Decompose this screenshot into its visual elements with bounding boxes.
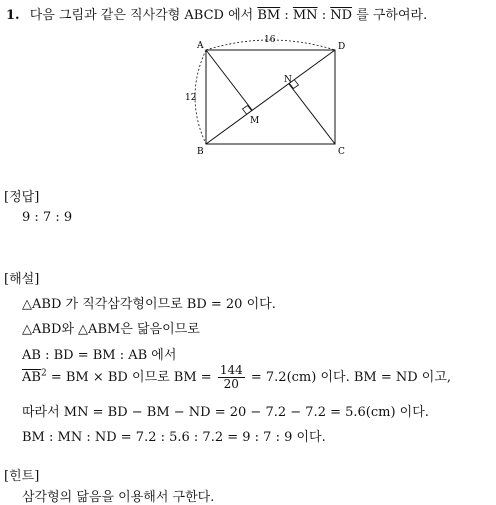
- fraction-144-20: $\frac{144}{20}$: [219, 363, 243, 391]
- explanation-line-3: AB : BD = BM : AB 에서: [22, 348, 177, 363]
- diagonal-bd: [206, 50, 335, 144]
- explanation-line-1: △ABD 가 직각삼각형이므로 BD = 20 이다.: [22, 297, 276, 312]
- label-d: D: [338, 42, 346, 52]
- explanation-line-5: 따라서 MN = BD − BM − ND = 20 − 7.2 − 7.2 = 5.6(cm) 이다.: [22, 405, 429, 420]
- label-b: B: [197, 147, 204, 157]
- length-top: 16: [264, 35, 276, 45]
- question-prompt: 다음 그림과 같은 직사각형 ABCD 에서: [29, 8, 254, 23]
- label-a: A: [197, 41, 204, 51]
- answer-header: [정답]: [4, 190, 40, 205]
- label-m: M: [250, 116, 260, 126]
- perpendicular-cn: [289, 84, 335, 144]
- explanation-line-4: $\overline{AB}^2$ = BM × BD 이므로 BM = $\frac{144}{20}$ = 7.2(cm) 이다. BM = ND 이고,: [22, 363, 452, 391]
- question-text: 1. 다음 그림과 같은 직사각형 ABCD 에서 $\overline{BM}$ : $\overline{MN}$ : $\overline{ND}$ 를 구하여라.: [6, 8, 428, 23]
- segment-bm: $\overline{BM}$: [257, 8, 281, 23]
- explanation-line-2: △ABD와 △ABM은 닮음이므로: [22, 322, 200, 337]
- hint-text: 삼각형의 닮음을 이용해서 구한다.: [22, 490, 215, 505]
- question-suffix: 를 구하여라.: [356, 8, 428, 23]
- length-side: 12: [185, 93, 197, 103]
- rectangle-figure: [180, 34, 360, 159]
- answer-value: 9 : 7 : 9: [22, 210, 73, 225]
- segment-ab: $\overline{AB}$: [22, 370, 41, 385]
- explanation-line-6: BM : MN : ND = 7.2 : 5.6 : 7.2 = 9 : 7 : 9 이다.: [22, 430, 326, 445]
- segment-nd: $\overline{ND}$: [330, 8, 353, 23]
- label-n: N: [284, 75, 292, 85]
- label-c: C: [338, 147, 345, 157]
- hint-header: [힌트]: [4, 469, 40, 484]
- perpendicular-am: [206, 50, 252, 110]
- explanation-header: [해설]: [4, 272, 40, 287]
- question-number: 1.: [6, 8, 20, 23]
- brace-left: [195, 50, 206, 144]
- segment-mn: $\overline{MN}$: [292, 8, 318, 23]
